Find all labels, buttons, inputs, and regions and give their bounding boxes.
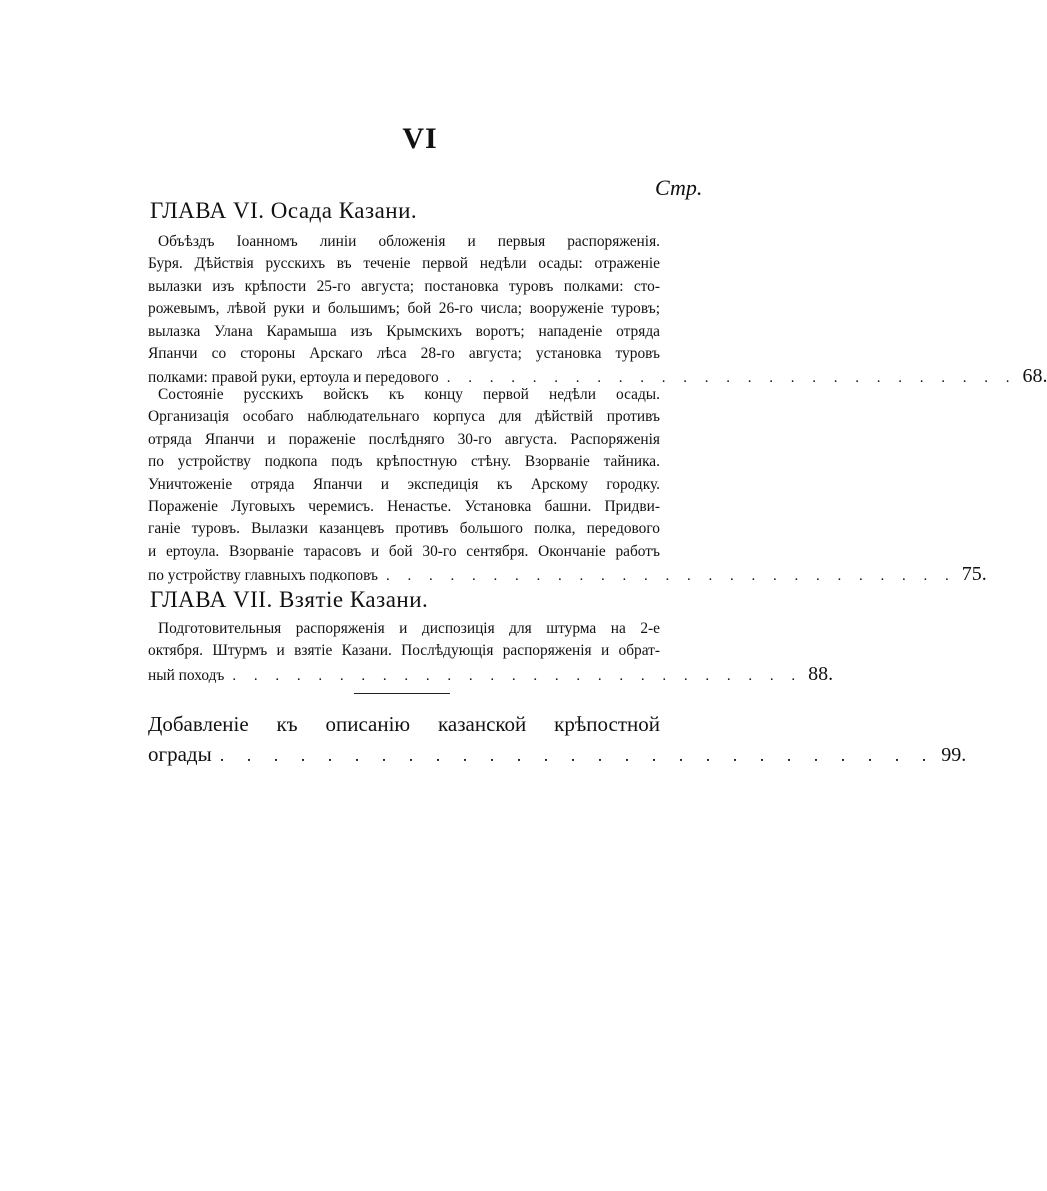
page-column-label: Стр. bbox=[655, 175, 703, 200]
entry-line: ный походъ bbox=[148, 666, 225, 684]
entry-line: Буря. Дѣйствія русскихъ въ теченіе первой недѣли осады: отраженіе bbox=[148, 255, 660, 273]
appendix-entry bbox=[148, 709, 967, 769]
toc-entry bbox=[148, 384, 987, 586]
section-divider bbox=[354, 693, 450, 694]
entry-line: Состояніе русскихъ войскъ къ концу первой недѣли осады. bbox=[158, 386, 660, 403]
entry-line: октября. Штурмъ и взятіе Казани. Послѣдующія распоряженія и обрат- bbox=[148, 642, 660, 660]
entry-last-line bbox=[148, 563, 987, 586]
leader-dots: . . . . . . . . . . . . . . . . . . . . . . . . . . . bbox=[446, 370, 1017, 387]
page-ref: 88. bbox=[808, 662, 834, 685]
entry-line: и ертоула. Взорваніе тарасовъ и бой 30-го сентября. Окончаніе работъ bbox=[148, 542, 660, 560]
entry-line: Объѣздъ Іоанномъ линіи обложенія и первыя распоряженія. bbox=[158, 233, 660, 250]
entry-last-line bbox=[148, 662, 834, 685]
entry-line: Япанчи со стороны Арскаго лѣса 28-го августа; установка туровъ bbox=[148, 344, 660, 362]
appendix-last-line bbox=[148, 739, 967, 769]
entry-line: полками: правой руки, ертоула и передового bbox=[148, 369, 439, 387]
page-ref: 99. bbox=[941, 744, 967, 766]
page-ref: 68. bbox=[1022, 365, 1047, 388]
entry-line: по устройству главныхъ подкоповъ bbox=[148, 567, 378, 585]
page-number: VI bbox=[402, 122, 438, 155]
leader-dots: . . . . . . . . . . . . . . . . . . . . . . . . . . . bbox=[232, 667, 803, 684]
leader-dots: . . . . . . . . . . . . . . . . . . . . . . . . . . . bbox=[219, 745, 936, 765]
entry-line: вылазки изъ крѣпости 25-го августа; постановка туровъ полками: сто- bbox=[148, 277, 660, 295]
entry-line: отряда Япанчи и пораженіе послѣдняго 30-го августа. Распоряженія bbox=[148, 430, 660, 448]
entry-line: Подготовительныя распоряженія и диспозиція для штурма на 2-е bbox=[158, 620, 660, 637]
page-ref: 75. bbox=[961, 563, 987, 586]
entry-line: Пораженіе Луговыхъ черемисъ. Ненастье. Установка башни. Придви- bbox=[148, 497, 660, 515]
toc-entry bbox=[148, 231, 1047, 388]
chapter-title: ГЛАВА VI. Осада Казани. bbox=[150, 198, 418, 223]
entry-line: ганіе туровъ. Вылазки казанцевъ противъ большого полка, передового bbox=[148, 520, 660, 538]
toc-entry bbox=[148, 618, 834, 685]
appendix-line: Добавленіе къ описанію казанской крѣпостной bbox=[148, 712, 660, 736]
entry-line: по устройству подкопа подъ крѣпостную стѣну. Взорваніе тайника. bbox=[148, 453, 660, 471]
entry-line: рожевымъ, лѣвой руки и большимъ; бой 26-го числа; вооруженіе туровъ; bbox=[148, 300, 660, 318]
entry-line: Уничтоженіе отряда Япанчи и экспедиція къ Арскому городку. bbox=[148, 475, 660, 493]
entry-line: вылазка Улана Карамыша изъ Крымскихъ воротъ; нападеніе отряда bbox=[148, 322, 660, 340]
leader-dots: . . . . . . . . . . . . . . . . . . . . . . . . . . . bbox=[385, 568, 956, 585]
appendix-line: ограды bbox=[148, 742, 212, 766]
chapter-title: ГЛАВА VII. Взятіе Казани. bbox=[150, 587, 429, 612]
entry-line: Организація особаго наблюдательнаго корпуса для дѣйствій противъ bbox=[148, 408, 660, 426]
